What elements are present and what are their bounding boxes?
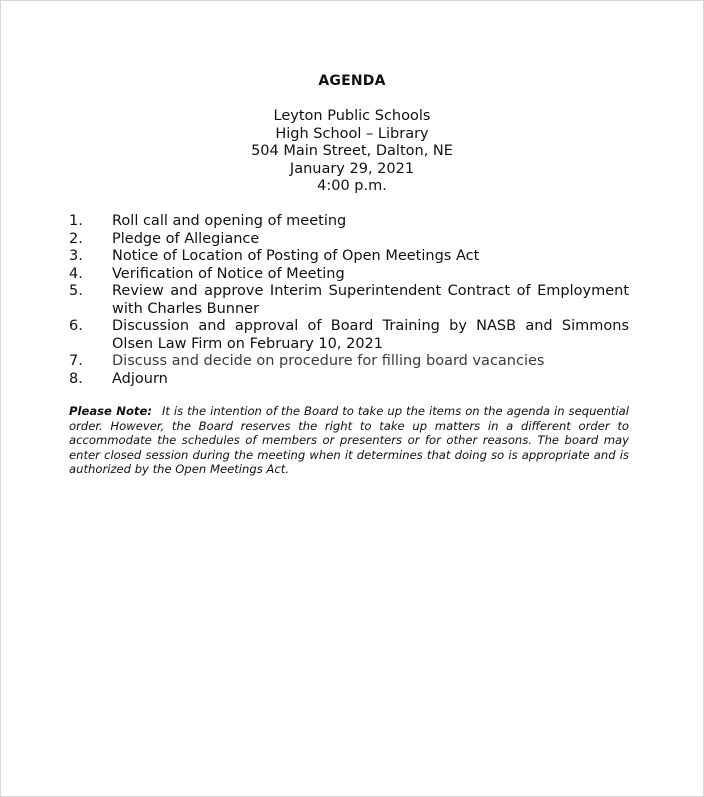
agenda-item [69,371,629,389]
agenda-title: AGENDA [318,73,386,89]
agenda-item-text: Pledge of Allegiance [112,230,260,247]
agenda-item-text: Verification of Notice of Meeting [112,265,345,282]
agenda-item-text: Discussion and approval of Board Training by NASB and Simmons Olsen Law Firm on February 10, 2021 [112,318,629,352]
agenda-item-text: Notice of Location of Posting of Open Meetings Act [112,248,480,264]
agenda-item-text: Roll call and opening of meeting [112,213,347,229]
agenda-item [69,248,629,266]
agenda-item-text: Discuss and decide on procedure for filling board vacancies [112,353,545,369]
agenda-item-number: 4. [69,265,83,282]
agenda-list [69,213,629,388]
agenda-item [69,283,629,318]
agenda-item-number: 8. [69,370,83,387]
meeting-time: 4:00 p.m. [317,178,387,194]
note-text: It is the intention of the Board to take up the items on the agenda in sequential order. However, the Board reserves the right to take up matters in a different order to accommodate the schedules of members or presenters or for other reasons. The board may enter closed session during the meeting when it determines that doing so is appropriate and is authorized by the Open Meetings Act. [69,404,629,476]
note-label: Please Note: [69,404,152,418]
organization-name: Leyton Public Schools [273,108,431,124]
agenda-item-number: 6. [69,318,83,334]
agenda-item-number: 5. [69,283,83,299]
agenda-item-text: Review and approve Interim Superintendent Contract of Employment with Charles Bunner [112,283,629,317]
meeting-location: High School – Library [275,125,429,142]
agenda-item-number: 7. [69,353,83,369]
agenda-item-number: 1. [69,213,83,229]
agenda-item-text: Adjourn [112,370,168,387]
meeting-address: 504 Main Street, Dalton, NE [251,143,453,159]
agenda-item [69,213,629,231]
agenda-item-number: 3. [69,248,83,264]
agenda-item [69,231,629,249]
agenda-item-number: 2. [69,230,83,247]
agenda-item [69,318,629,353]
please-note-paragraph [69,404,629,477]
agenda-item [69,266,629,284]
meeting-date: January 29, 2021 [289,160,415,177]
agenda-item [69,353,629,371]
meeting-header [1,108,703,196]
